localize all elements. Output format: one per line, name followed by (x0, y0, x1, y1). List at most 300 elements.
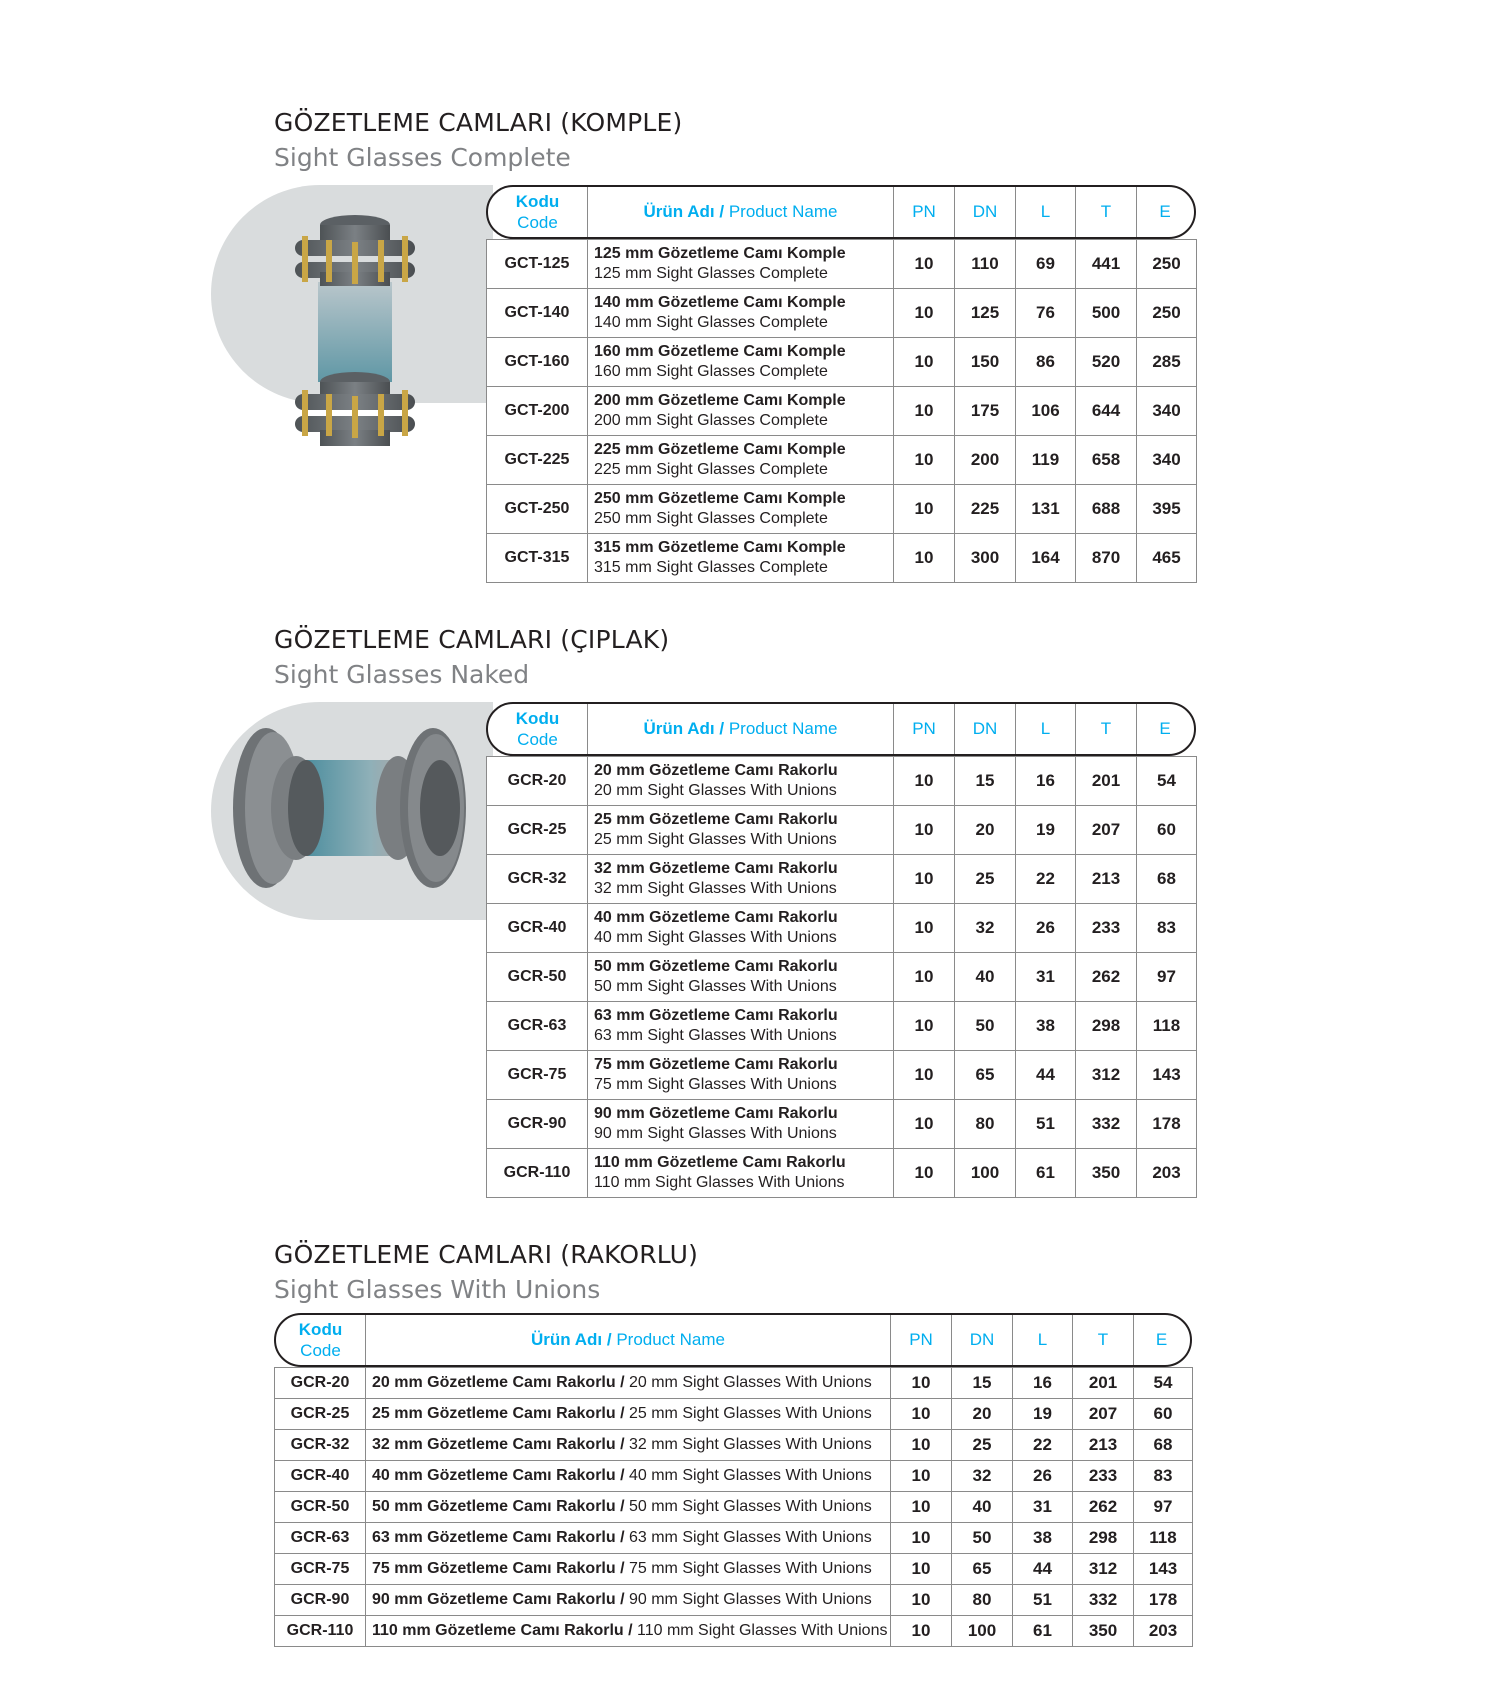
product-name-en: 75 mm Sight Glasses With Unions (628, 1560, 872, 1577)
header-kodu-label: Kodu (298, 1320, 343, 1339)
l-value: 69 (1016, 240, 1076, 289)
pn-value: 10 (891, 1430, 952, 1461)
product-code: GCR-50 (487, 953, 588, 1002)
product-name-tr: 90 mm Gözetleme Camı Rakorlu (594, 1105, 838, 1122)
e-value: 178 (1137, 1100, 1197, 1149)
product-name-en: 200 mm Sight Glasses Complete (594, 412, 828, 429)
header-name-tr: Ürün Adı / (643, 719, 725, 738)
header-dn: DN (954, 187, 1015, 237)
product-name-tr: 160 mm Gözetleme Camı Komple (594, 343, 846, 360)
pn-value: 10 (894, 757, 955, 806)
dn-value: 100 (955, 1149, 1016, 1198)
l-value: 19 (1013, 1399, 1073, 1430)
header-code (488, 704, 587, 754)
header-t: T (1075, 704, 1136, 754)
l-value: 26 (1013, 1461, 1073, 1492)
e-value: 340 (1137, 436, 1197, 485)
product-name-en: 250 mm Sight Glasses Complete (594, 510, 828, 527)
table-header-rakorlu (274, 1313, 1192, 1367)
header-e: E (1136, 704, 1193, 754)
table-row (487, 289, 1197, 338)
dn-value: 50 (955, 1002, 1016, 1051)
dn-value: 225 (955, 485, 1016, 534)
name-separator: / (615, 1405, 629, 1422)
pn-value: 10 (894, 338, 955, 387)
product-name (588, 240, 894, 289)
product-name (588, 289, 894, 338)
product-name (588, 387, 894, 436)
t-value: 298 (1073, 1523, 1134, 1554)
product-name-en: 110 mm Sight Glasses With Unions (637, 1622, 888, 1639)
product-name-tr: 40 mm Gözetleme Camı Rakorlu (372, 1467, 616, 1484)
dn-value: 40 (952, 1492, 1013, 1523)
pn-value: 10 (894, 240, 955, 289)
table-row (275, 1368, 1193, 1399)
product-name-tr: 40 mm Gözetleme Camı Rakorlu (594, 909, 838, 926)
t-value: 298 (1076, 1002, 1137, 1051)
e-value: 68 (1134, 1430, 1193, 1461)
e-value: 143 (1134, 1554, 1193, 1585)
dn-value: 300 (955, 534, 1016, 583)
pn-value: 10 (891, 1616, 952, 1647)
e-value: 285 (1137, 338, 1197, 387)
header-product-name (365, 1315, 890, 1365)
product-name-en: 140 mm Sight Glasses Complete (594, 314, 828, 331)
product-name (588, 338, 894, 387)
name-separator: / (615, 1436, 629, 1453)
l-value: 38 (1016, 1002, 1076, 1051)
pn-value: 10 (894, 436, 955, 485)
pn-value: 10 (894, 387, 955, 436)
header-dn: DN (954, 704, 1015, 754)
header-e: E (1133, 1315, 1189, 1365)
product-code: GCR-50 (275, 1492, 366, 1523)
dn-value: 32 (955, 904, 1016, 953)
dn-value: 175 (955, 387, 1016, 436)
e-value: 68 (1137, 855, 1197, 904)
product-code: GCR-75 (487, 1051, 588, 1100)
product-name-tr: 110 mm Gözetleme Camı Rakorlu (594, 1154, 846, 1171)
name-separator: / (615, 1529, 629, 1546)
table-row (487, 534, 1197, 583)
product-name (588, 1100, 894, 1149)
product-code: GCR-90 (275, 1585, 366, 1616)
t-value: 350 (1073, 1616, 1134, 1647)
l-value: 44 (1016, 1051, 1076, 1100)
e-value: 83 (1137, 904, 1197, 953)
product-code: GCR-32 (487, 855, 588, 904)
t-value: 332 (1073, 1585, 1134, 1616)
product-name-en: 20 mm Sight Glasses With Unions (594, 782, 837, 799)
table-row (487, 904, 1197, 953)
e-value: 178 (1134, 1585, 1193, 1616)
product-code: GCT-250 (487, 485, 588, 534)
e-value: 118 (1137, 1002, 1197, 1051)
header-name-tr: Ürün Adı / (643, 202, 725, 221)
e-value: 54 (1134, 1368, 1193, 1399)
product-name-tr: 225 mm Gözetleme Camı Komple (594, 441, 846, 458)
table-row (275, 1430, 1193, 1461)
header-code-label: Code (517, 213, 558, 232)
product-name-tr: 75 mm Gözetleme Camı Rakorlu (372, 1560, 616, 1577)
l-value: 19 (1016, 806, 1076, 855)
pn-value: 10 (894, 1002, 955, 1051)
header-t: T (1075, 187, 1136, 237)
table-row (275, 1492, 1193, 1523)
product-code: GCR-40 (275, 1461, 366, 1492)
dn-value: 110 (955, 240, 1016, 289)
t-value: 658 (1076, 436, 1137, 485)
dn-value: 32 (952, 1461, 1013, 1492)
e-value: 60 (1137, 806, 1197, 855)
header-l: L (1015, 704, 1075, 754)
table-komple (486, 239, 1197, 583)
product-name-tr: 25 mm Gözetleme Camı Rakorlu (372, 1405, 616, 1422)
table-ciplak (486, 756, 1197, 1198)
header-name-en: Product Name (724, 202, 838, 221)
name-separator: / (615, 1498, 629, 1515)
dn-value: 25 (955, 855, 1016, 904)
dn-value: 15 (955, 757, 1016, 806)
l-value: 131 (1016, 485, 1076, 534)
header-l: L (1012, 1315, 1072, 1365)
name-separator: / (615, 1560, 629, 1577)
t-value: 213 (1076, 855, 1137, 904)
product-code: GCR-90 (487, 1100, 588, 1149)
header-code (276, 1315, 365, 1365)
dn-value: 65 (952, 1554, 1013, 1585)
section-title-rakorlu: GÖZETLEME CAMLARI (RAKORLU) (274, 1240, 699, 1269)
product-name (588, 757, 894, 806)
product-name-en: 125 mm Sight Glasses Complete (594, 265, 828, 282)
product-name (588, 904, 894, 953)
product-name-tr: 25 mm Gözetleme Camı Rakorlu (594, 811, 838, 828)
product-code: GCR-63 (275, 1523, 366, 1554)
product-name-en: 110 mm Sight Glasses With Unions (594, 1174, 845, 1191)
header-code-label: Code (300, 1341, 341, 1360)
product-name-en: 50 mm Sight Glasses With Unions (628, 1498, 872, 1515)
t-value: 201 (1076, 757, 1137, 806)
pn-value: 10 (894, 485, 955, 534)
product-name (366, 1523, 891, 1554)
product-name (588, 534, 894, 583)
t-value: 644 (1076, 387, 1137, 436)
product-name-tr: 32 mm Gözetleme Camı Rakorlu (372, 1436, 616, 1453)
l-value: 61 (1016, 1149, 1076, 1198)
header-name-tr: Ürün Adı / (531, 1330, 612, 1349)
t-value: 500 (1076, 289, 1137, 338)
dn-value: 65 (955, 1051, 1016, 1100)
product-code: GCR-40 (487, 904, 588, 953)
dn-value: 100 (952, 1616, 1013, 1647)
table-row (275, 1585, 1193, 1616)
product-name-en: 32 mm Sight Glasses With Unions (594, 880, 837, 897)
name-separator: / (615, 1374, 629, 1391)
dn-value: 150 (955, 338, 1016, 387)
l-value: 51 (1013, 1585, 1073, 1616)
pn-value: 10 (891, 1554, 952, 1585)
header-dn: DN (951, 1315, 1012, 1365)
product-name (366, 1492, 891, 1523)
product-name-en: 40 mm Sight Glasses With Unions (594, 929, 837, 946)
product-name-en: 25 mm Sight Glasses With Unions (594, 831, 837, 848)
e-value: 83 (1134, 1461, 1193, 1492)
product-name-en: 25 mm Sight Glasses With Unions (628, 1405, 872, 1422)
product-name (366, 1430, 891, 1461)
t-value: 870 (1076, 534, 1137, 583)
sight-glass-complete-illustration (290, 210, 420, 450)
l-value: 26 (1016, 904, 1076, 953)
pn-value: 10 (891, 1399, 952, 1430)
product-code: GCR-20 (275, 1368, 366, 1399)
t-value: 233 (1073, 1461, 1134, 1492)
product-code: GCR-20 (487, 757, 588, 806)
product-name-tr: 63 mm Gözetleme Camı Rakorlu (594, 1007, 838, 1024)
table-row (487, 1002, 1197, 1051)
pn-value: 10 (894, 806, 955, 855)
e-value: 97 (1134, 1492, 1193, 1523)
header-code-label: Code (517, 730, 558, 749)
header-e: E (1136, 187, 1193, 237)
product-name-tr: 200 mm Gözetleme Camı Komple (594, 392, 846, 409)
dn-value: 80 (952, 1585, 1013, 1616)
product-name-tr: 20 mm Gözetleme Camı Rakorlu (594, 762, 838, 779)
product-name-tr: 140 mm Gözetleme Camı Komple (594, 294, 846, 311)
l-value: 31 (1013, 1492, 1073, 1523)
product-name-en: 20 mm Sight Glasses With Unions (628, 1374, 872, 1391)
table-row (487, 436, 1197, 485)
pn-value: 10 (894, 534, 955, 583)
e-value: 54 (1137, 757, 1197, 806)
product-name-en: 63 mm Sight Glasses With Unions (628, 1529, 872, 1546)
product-name (366, 1616, 891, 1647)
product-name (588, 1149, 894, 1198)
header-code (488, 187, 587, 237)
pn-value: 10 (891, 1461, 952, 1492)
e-value: 250 (1137, 240, 1197, 289)
section-subtitle-with-unions: Sight Glasses With Unions (274, 1275, 601, 1304)
t-value: 441 (1076, 240, 1137, 289)
l-value: 31 (1016, 953, 1076, 1002)
pn-value: 10 (894, 1149, 955, 1198)
name-separator: / (615, 1467, 629, 1484)
table-row (487, 240, 1197, 289)
t-value: 262 (1076, 953, 1137, 1002)
product-name-en: 50 mm Sight Glasses With Unions (594, 978, 837, 995)
e-value: 340 (1137, 387, 1197, 436)
t-value: 207 (1073, 1399, 1134, 1430)
product-name-tr: 125 mm Gözetleme Camı Komple (594, 245, 846, 262)
pn-value: 10 (891, 1585, 952, 1616)
header-pn: PN (890, 1315, 951, 1365)
product-name-en: 90 mm Sight Glasses With Unions (628, 1591, 872, 1608)
dn-value: 40 (955, 953, 1016, 1002)
table-row (275, 1523, 1193, 1554)
product-name (366, 1399, 891, 1430)
product-name-en: 225 mm Sight Glasses Complete (594, 461, 828, 478)
t-value: 312 (1076, 1051, 1137, 1100)
l-value: 61 (1013, 1616, 1073, 1647)
product-name-tr: 315 mm Gözetleme Camı Komple (594, 539, 846, 556)
product-code: GCT-315 (487, 534, 588, 583)
product-code: GCT-160 (487, 338, 588, 387)
e-value: 465 (1137, 534, 1197, 583)
t-value: 332 (1076, 1100, 1137, 1149)
e-value: 143 (1137, 1051, 1197, 1100)
l-value: 119 (1016, 436, 1076, 485)
product-name (588, 1051, 894, 1100)
product-name (588, 855, 894, 904)
product-name-en: 160 mm Sight Glasses Complete (594, 363, 828, 380)
table-row (487, 1051, 1197, 1100)
sight-glass-naked-illustration (228, 720, 478, 900)
table-row (487, 387, 1197, 436)
header-name-en: Product Name (724, 719, 838, 738)
header-kodu-label: Kodu (515, 709, 560, 728)
t-value: 520 (1076, 338, 1137, 387)
table-row (275, 1554, 1193, 1585)
header-product-name (587, 187, 893, 237)
product-name-en: 90 mm Sight Glasses With Unions (594, 1125, 837, 1142)
header-kodu-label: Kodu (515, 192, 560, 211)
pn-value: 10 (894, 1051, 955, 1100)
product-name-tr: 50 mm Gözetleme Camı Rakorlu (372, 1498, 616, 1515)
table-row (275, 1461, 1193, 1492)
product-code: GCR-25 (275, 1399, 366, 1430)
e-value: 118 (1134, 1523, 1193, 1554)
product-name (588, 806, 894, 855)
product-name-en: 32 mm Sight Glasses With Unions (628, 1436, 872, 1453)
table-row (487, 338, 1197, 387)
product-code: GCR-110 (275, 1616, 366, 1647)
product-name (366, 1554, 891, 1585)
section-subtitle-naked: Sight Glasses Naked (274, 660, 530, 689)
pn-value: 10 (894, 953, 955, 1002)
l-value: 16 (1016, 757, 1076, 806)
e-value: 97 (1137, 953, 1197, 1002)
product-name (588, 485, 894, 534)
pn-value: 10 (891, 1523, 952, 1554)
l-value: 22 (1013, 1430, 1073, 1461)
pn-value: 10 (894, 904, 955, 953)
table-row (487, 1149, 1197, 1198)
product-name-tr: 32 mm Gözetleme Camı Rakorlu (594, 860, 838, 877)
table-row (275, 1616, 1193, 1647)
product-code: GCR-63 (487, 1002, 588, 1051)
product-name-tr: 250 mm Gözetleme Camı Komple (594, 490, 846, 507)
table-row (487, 485, 1197, 534)
l-value: 106 (1016, 387, 1076, 436)
e-value: 60 (1134, 1399, 1193, 1430)
e-value: 203 (1134, 1616, 1193, 1647)
dn-value: 25 (952, 1430, 1013, 1461)
dn-value: 80 (955, 1100, 1016, 1149)
l-value: 44 (1013, 1554, 1073, 1585)
product-name (588, 436, 894, 485)
table-row (275, 1399, 1193, 1430)
name-separator: / (623, 1622, 637, 1639)
header-name-en: Product Name (611, 1330, 725, 1349)
table-row (487, 1100, 1197, 1149)
table-row (487, 953, 1197, 1002)
l-value: 86 (1016, 338, 1076, 387)
product-name (366, 1368, 891, 1399)
l-value: 164 (1016, 534, 1076, 583)
product-code: GCT-225 (487, 436, 588, 485)
dn-value: 125 (955, 289, 1016, 338)
header-product-name (587, 704, 893, 754)
dn-value: 20 (952, 1399, 1013, 1430)
l-value: 16 (1013, 1368, 1073, 1399)
table-row (487, 806, 1197, 855)
product-name-tr: 90 mm Gözetleme Camı Rakorlu (372, 1591, 616, 1608)
product-code: GCT-140 (487, 289, 588, 338)
l-value: 51 (1016, 1100, 1076, 1149)
header-l: L (1015, 187, 1075, 237)
product-name-tr: 63 mm Gözetleme Camı Rakorlu (372, 1529, 616, 1546)
dn-value: 15 (952, 1368, 1013, 1399)
section-subtitle-complete: Sight Glasses Complete (274, 143, 571, 172)
t-value: 233 (1076, 904, 1137, 953)
dn-value: 20 (955, 806, 1016, 855)
t-value: 213 (1073, 1430, 1134, 1461)
pn-value: 10 (894, 289, 955, 338)
name-separator: / (615, 1591, 629, 1608)
product-code: GCR-32 (275, 1430, 366, 1461)
product-code: GCR-25 (487, 806, 588, 855)
pn-value: 10 (894, 1100, 955, 1149)
e-value: 203 (1137, 1149, 1197, 1198)
table-row (487, 757, 1197, 806)
e-value: 250 (1137, 289, 1197, 338)
product-name-en: 315 mm Sight Glasses Complete (594, 559, 828, 576)
product-name-tr: 110 mm Gözetleme Camı Rakorlu (372, 1622, 624, 1639)
product-name (588, 953, 894, 1002)
t-value: 312 (1073, 1554, 1134, 1585)
pn-value: 10 (891, 1368, 952, 1399)
product-code: GCT-125 (487, 240, 588, 289)
t-value: 201 (1073, 1368, 1134, 1399)
product-name (366, 1461, 891, 1492)
l-value: 38 (1013, 1523, 1073, 1554)
product-name-tr: 20 mm Gözetleme Camı Rakorlu (372, 1374, 616, 1391)
section-title-komple: GÖZETLEME CAMLARI (KOMPLE) (274, 108, 683, 137)
product-name-en: 40 mm Sight Glasses With Unions (628, 1467, 872, 1484)
product-code: GCR-75 (275, 1554, 366, 1585)
product-name-en: 63 mm Sight Glasses With Unions (594, 1027, 837, 1044)
product-name-tr: 75 mm Gözetleme Camı Rakorlu (594, 1056, 838, 1073)
section-title-ciplak: GÖZETLEME CAMLARI (ÇIPLAK) (274, 625, 670, 654)
product-name-tr: 50 mm Gözetleme Camı Rakorlu (594, 958, 838, 975)
dn-value: 50 (952, 1523, 1013, 1554)
table-header-komple (486, 185, 1196, 239)
pn-value: 10 (891, 1492, 952, 1523)
header-t: T (1072, 1315, 1133, 1365)
product-code: GCT-200 (487, 387, 588, 436)
header-pn: PN (893, 187, 954, 237)
e-value: 395 (1137, 485, 1197, 534)
t-value: 262 (1073, 1492, 1134, 1523)
product-name-en: 75 mm Sight Glasses With Unions (594, 1076, 837, 1093)
table-row (487, 855, 1197, 904)
t-value: 350 (1076, 1149, 1137, 1198)
t-value: 688 (1076, 485, 1137, 534)
t-value: 207 (1076, 806, 1137, 855)
product-name (366, 1585, 891, 1616)
header-pn: PN (893, 704, 954, 754)
l-value: 22 (1016, 855, 1076, 904)
dn-value: 200 (955, 436, 1016, 485)
